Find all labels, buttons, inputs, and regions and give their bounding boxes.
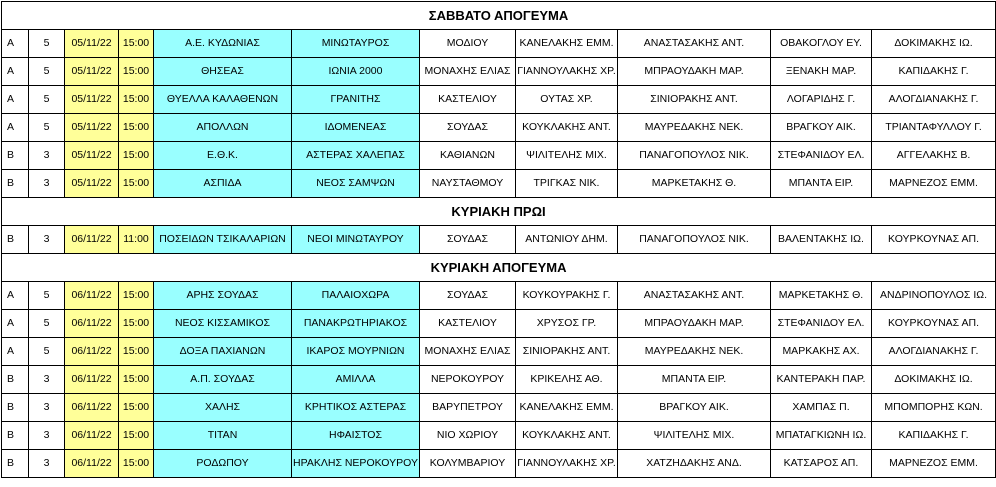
table-row xyxy=(2,366,996,394)
observer-cell: ΔΟΚΙΜΑΚΗΣ ΙΩ. xyxy=(872,30,996,58)
table-row xyxy=(2,114,996,142)
section-header-row xyxy=(2,2,996,30)
venue-cell: ΣΟΥΔΑΣ xyxy=(420,114,516,142)
round-cell: 3 xyxy=(29,422,65,450)
round-cell: 3 xyxy=(29,450,65,478)
category-cell: A xyxy=(2,58,29,86)
category-cell: A xyxy=(2,282,29,310)
observer-cell: ΜΑΡΝΕΖΟΣ ΕΜΜ. xyxy=(872,450,996,478)
table-row xyxy=(2,86,996,114)
assistant1-cell: ΜΑΡΚΕΤΑΚΗΣ Θ. xyxy=(618,170,771,198)
observer-cell: ΑΛΟΓΔΙΑΝΑΚΗΣ Γ. xyxy=(872,338,996,366)
home-team-cell: Ε.Θ.Κ. xyxy=(154,142,292,170)
section-header-row xyxy=(2,254,996,282)
date-cell: 05/11/22 xyxy=(65,30,119,58)
venue-cell: ΣΟΥΔΑΣ xyxy=(420,226,516,254)
venue-cell: ΚΑΣΤΕΛΙΟΥ xyxy=(420,310,516,338)
assistant2-cell: ΧΑΜΠΑΣ Π. xyxy=(771,394,872,422)
assistant1-cell: ΜΠΡΑΟΥΔΑΚΗ ΜΑΡ. xyxy=(618,58,771,86)
venue-cell: ΜΟΔΙΟΥ xyxy=(420,30,516,58)
assistant1-cell: ΑΝΑΣΤΑΣΑΚΗΣ ΑΝΤ. xyxy=(618,30,771,58)
away-team-cell: ΓΡΑΝΙΤΗΣ xyxy=(292,86,420,114)
referee-cell: ΚΑΝΕΛΑΚΗΣ ΕΜΜ. xyxy=(516,394,618,422)
referee-cell: ΚΡΙΚΕΛΗΣ ΑΘ. xyxy=(516,366,618,394)
observer-cell: ΑΓΓΕΛΑΚΗΣ Β. xyxy=(872,142,996,170)
assistant1-cell: ΜΑΥΡΕΔΑΚΗΣ ΝΕΚ. xyxy=(618,114,771,142)
round-cell: 5 xyxy=(29,338,65,366)
venue-cell: ΜΟΝΑΧΗΣ ΕΛΙΑΣ xyxy=(420,58,516,86)
table-row xyxy=(2,170,996,198)
home-team-cell: ΑΣΠΙΔΑ xyxy=(154,170,292,198)
assistant2-cell: ΣΤΕΦΑΝΙΔΟΥ ΕΛ. xyxy=(771,142,872,170)
assistant2-cell: ΣΤΕΦΑΝΙΔΟΥ ΕΛ. xyxy=(771,310,872,338)
away-team-cell: ΝΕΟΙ ΜΙΝΩΤΑΥΡΟΥ xyxy=(292,226,420,254)
assistant1-cell: ΠΑΝΑΓΟΠΟΥΛΟΣ ΝΙΚ. xyxy=(618,226,771,254)
home-team-cell: Α.Π. ΣΟΥΔΑΣ xyxy=(154,366,292,394)
round-cell: 5 xyxy=(29,86,65,114)
time-cell: 15:00 xyxy=(119,310,154,338)
assistant1-cell: ΣΙΝΙΟΡΑΚΗΣ ΑΝΤ. xyxy=(618,86,771,114)
table-row xyxy=(2,226,996,254)
time-cell: 15:00 xyxy=(119,142,154,170)
assistant1-cell: ΧΑΤΖΗΔΑΚΗΣ ΑΝΔ. xyxy=(618,450,771,478)
observer-cell: ΔΟΚΙΜΑΚΗΣ ΙΩ. xyxy=(872,366,996,394)
assistant1-cell: ΒΡΑΓΚΟΥ ΑΙΚ. xyxy=(618,394,771,422)
round-cell: 5 xyxy=(29,282,65,310)
away-team-cell: ΙΚΑΡΟΣ ΜΟΥΡΝΙΩΝ xyxy=(292,338,420,366)
date-cell: 05/11/22 xyxy=(65,142,119,170)
away-team-cell: ΙΔΟΜΕΝΕΑΣ xyxy=(292,114,420,142)
date-cell: 05/11/22 xyxy=(65,114,119,142)
time-cell: 15:00 xyxy=(119,366,154,394)
away-team-cell: ΙΩΝΙΑ 2000 xyxy=(292,58,420,86)
round-cell: 3 xyxy=(29,170,65,198)
referee-cell: ΣΙΝΙΟΡΑΚΗΣ ΑΝΤ. xyxy=(516,338,618,366)
time-cell: 15:00 xyxy=(119,394,154,422)
home-team-cell: ΔΟΞΑ ΠΑΧΙΑΝΩΝ xyxy=(154,338,292,366)
referee-cell: ΚΟΥΚΛΑΚΗΣ ΑΝΤ. xyxy=(516,422,618,450)
home-team-cell: ΘΥΕΛΛΑ ΚΑΛΑΘΕΝΩΝ xyxy=(154,86,292,114)
venue-cell: ΝΕΡΟΚΟΥΡΟΥ xyxy=(420,366,516,394)
home-team-cell: ΡΟΔΩΠΟΥ xyxy=(154,450,292,478)
date-cell: 05/11/22 xyxy=(65,170,119,198)
assistant2-cell: ΜΑΡΚΕΤΑΚΗΣ Θ. xyxy=(771,282,872,310)
date-cell: 05/11/22 xyxy=(65,58,119,86)
away-team-cell: ΑΜΙΛΛΑ xyxy=(292,366,420,394)
time-cell: 15:00 xyxy=(119,450,154,478)
referee-cell: ΓΙΑΝΝΟΥΛΑΚΗΣ ΧΡ. xyxy=(516,450,618,478)
away-team-cell: ΚΡΗΤΙΚΟΣ ΑΣΤΕΡΑΣ xyxy=(292,394,420,422)
assistant1-cell: ΑΝΑΣΤΑΣΑΚΗΣ ΑΝΤ. xyxy=(618,282,771,310)
date-cell: 05/11/22 xyxy=(65,86,119,114)
category-cell: A xyxy=(2,114,29,142)
match-schedule-table xyxy=(1,1,996,478)
referee-cell: ΟΥΤΑΣ ΧΡ. xyxy=(516,86,618,114)
venue-cell: ΝΑΥΣΤΑΘΜΟΥ xyxy=(420,170,516,198)
round-cell: 5 xyxy=(29,58,65,86)
away-team-cell: ΜΙΝΩΤΑΥΡΟΣ xyxy=(292,30,420,58)
category-cell: B xyxy=(2,450,29,478)
venue-cell: ΚΑΣΤΕΛΙΟΥ xyxy=(420,86,516,114)
referee-cell: ΚΑΝΕΛΑΚΗΣ ΕΜΜ. xyxy=(516,30,618,58)
table-row xyxy=(2,142,996,170)
time-cell: 15:00 xyxy=(119,30,154,58)
category-cell: A xyxy=(2,338,29,366)
observer-cell: ΚΑΠΙΔΑΚΗΣ Γ. xyxy=(872,422,996,450)
referee-cell: ΤΡΙΓΚΑΣ ΝΙΚ. xyxy=(516,170,618,198)
date-cell: 06/11/22 xyxy=(65,310,119,338)
time-cell: 15:00 xyxy=(119,338,154,366)
time-cell: 15:00 xyxy=(119,422,154,450)
date-cell: 06/11/22 xyxy=(65,282,119,310)
date-cell: 06/11/22 xyxy=(65,338,119,366)
section-title: ΚΥΡΙΑΚΗ ΑΠΟΓΕΥΜΑ xyxy=(2,254,996,282)
category-cell: B xyxy=(2,394,29,422)
section-title: ΣΑΒΒΑΤΟ ΑΠΟΓΕΥΜΑ xyxy=(2,2,996,30)
schedule-sheet xyxy=(0,1,996,487)
observer-cell: ΑΛΟΓΔΙΑΝΑΚΗΣ Γ. xyxy=(872,86,996,114)
referee-cell: ΓΙΑΝΝΟΥΛΑΚΗΣ ΧΡ. xyxy=(516,58,618,86)
away-team-cell: ΗΡΑΚΛΗΣ ΝΕΡΟΚΟΥΡΟΥ xyxy=(292,450,420,478)
venue-cell: ΜΟΝΑΧΗΣ ΕΛΙΑΣ xyxy=(420,338,516,366)
observer-cell: ΜΠΟΜΠΟΡΗΣ ΚΩΝ. xyxy=(872,394,996,422)
assistant2-cell: ΜΑΡΚΑΚΗΣ ΑΧ. xyxy=(771,338,872,366)
table-row xyxy=(2,30,996,58)
home-team-cell: ΑΡΗΣ ΣΟΥΔΑΣ xyxy=(154,282,292,310)
home-team-cell: ΧΑΛΗΣ xyxy=(154,394,292,422)
venue-cell: ΚΟΛΥΜΒΑΡΙΟΥ xyxy=(420,450,516,478)
table-row xyxy=(2,58,996,86)
home-team-cell: ΤΙΤΑΝ xyxy=(154,422,292,450)
time-cell: 15:00 xyxy=(119,86,154,114)
home-team-cell: ΝΕΟΣ ΚΙΣΣΑΜΙΚΟΣ xyxy=(154,310,292,338)
venue-cell: ΚΑΘΙΑΝΩΝ xyxy=(420,142,516,170)
away-team-cell: ΠΑΛΑΙΟΧΩΡΑ xyxy=(292,282,420,310)
away-team-cell: ΠΑΝΑΚΡΩΤΗΡΙΑΚΟΣ xyxy=(292,310,420,338)
date-cell: 06/11/22 xyxy=(65,226,119,254)
category-cell: B xyxy=(2,226,29,254)
assistant2-cell: ΜΠΑΝΤΑ ΕΙΡ. xyxy=(771,170,872,198)
observer-cell: ΚΟΥΡΚΟΥΝΑΣ ΑΠ. xyxy=(872,310,996,338)
time-cell: 15:00 xyxy=(119,58,154,86)
assistant2-cell: ΚΑΤΣΑΡΟΣ ΑΠ. xyxy=(771,450,872,478)
observer-cell: ΚΑΠΙΔΑΚΗΣ Γ. xyxy=(872,58,996,86)
home-team-cell: ΠΟΣΕΙΔΩΝ ΤΣΙΚΑΛΑΡΙΩΝ xyxy=(154,226,292,254)
assistant2-cell: ΒΑΛΕΝΤΑΚΗΣ ΙΩ. xyxy=(771,226,872,254)
round-cell: 5 xyxy=(29,310,65,338)
assistant1-cell: ΜΠΑΝΤΑ ΕΙΡ. xyxy=(618,366,771,394)
assistant2-cell: ΜΠΑΤΑΓΚΙΩΝΗ ΙΩ. xyxy=(771,422,872,450)
round-cell: 5 xyxy=(29,30,65,58)
assistant2-cell: ΛΟΓΑΡΙΔΗΣ Γ. xyxy=(771,86,872,114)
time-cell: 15:00 xyxy=(119,114,154,142)
category-cell: B xyxy=(2,422,29,450)
home-team-cell: Α.Ε. ΚΥΔΩΝΙΑΣ xyxy=(154,30,292,58)
assistant1-cell: ΨΙΛΙΤΕΛΗΣ ΜΙΧ. xyxy=(618,422,771,450)
away-team-cell: ΝΕΟΣ ΣΑΜΨΩΝ xyxy=(292,170,420,198)
venue-cell: ΝΙΟ ΧΩΡΙΟΥ xyxy=(420,422,516,450)
home-team-cell: ΘΗΣΕΑΣ xyxy=(154,58,292,86)
assistant2-cell: ΚΑΝΤΕΡΑΚΗ ΠΑΡ. xyxy=(771,366,872,394)
category-cell: B xyxy=(2,170,29,198)
assistant2-cell: ΟΒΑΚΟΓΛΟΥ ΕΥ. xyxy=(771,30,872,58)
section-header-row xyxy=(2,198,996,226)
time-cell: 11:00 xyxy=(119,226,154,254)
category-cell: A xyxy=(2,30,29,58)
assistant1-cell: ΠΑΝΑΓΟΠΟΥΛΟΣ ΝΙΚ. xyxy=(618,142,771,170)
table-row xyxy=(2,310,996,338)
table-row xyxy=(2,338,996,366)
round-cell: 3 xyxy=(29,226,65,254)
time-cell: 15:00 xyxy=(119,282,154,310)
referee-cell: ΚΟΥΚΛΑΚΗΣ ΑΝΤ. xyxy=(516,114,618,142)
category-cell: A xyxy=(2,310,29,338)
date-cell: 06/11/22 xyxy=(65,450,119,478)
observer-cell: ΜΑΡΝΕΖΟΣ ΕΜΜ. xyxy=(872,170,996,198)
observer-cell: ΑΝΔΡΙΝΟΠΟΥΛΟΣ ΙΩ. xyxy=(872,282,996,310)
away-team-cell: ΗΦΑΙΣΤΟΣ xyxy=(292,422,420,450)
away-team-cell: ΑΣΤΕΡΑΣ ΧΑΛΕΠΑΣ xyxy=(292,142,420,170)
round-cell: 3 xyxy=(29,394,65,422)
referee-cell: ΧΡΥΣΟΣ ΓΡ. xyxy=(516,310,618,338)
date-cell: 06/11/22 xyxy=(65,366,119,394)
round-cell: 3 xyxy=(29,142,65,170)
category-cell: B xyxy=(2,142,29,170)
assistant1-cell: ΜΠΡΑΟΥΔΑΚΗ ΜΑΡ. xyxy=(618,310,771,338)
round-cell: 3 xyxy=(29,366,65,394)
observer-cell: ΚΟΥΡΚΟΥΝΑΣ ΑΠ. xyxy=(872,226,996,254)
referee-cell: ΨΙΛΙΤΕΛΗΣ ΜΙΧ. xyxy=(516,142,618,170)
time-cell: 15:00 xyxy=(119,170,154,198)
assistant2-cell: ΞΕΝΑΚΗ ΜΑΡ. xyxy=(771,58,872,86)
venue-cell: ΒΑΡΥΠΕΤΡΟΥ xyxy=(420,394,516,422)
referee-cell: ΑΝΤΩΝΙΟΥ ΔΗΜ. xyxy=(516,226,618,254)
round-cell: 5 xyxy=(29,114,65,142)
home-team-cell: ΑΠΟΛΛΩΝ xyxy=(154,114,292,142)
assistant2-cell: ΒΡΑΓΚΟΥ ΑΙΚ. xyxy=(771,114,872,142)
table-row xyxy=(2,394,996,422)
observer-cell: ΤΡΙΑΝΤΑΦΥΛΛΟΥ Γ. xyxy=(872,114,996,142)
table-row xyxy=(2,450,996,478)
category-cell: B xyxy=(2,366,29,394)
table-row xyxy=(2,422,996,450)
date-cell: 06/11/22 xyxy=(65,422,119,450)
venue-cell: ΣΟΥΔΑΣ xyxy=(420,282,516,310)
table-row xyxy=(2,282,996,310)
referee-cell: ΚΟΥΚΟΥΡΑΚΗΣ Γ. xyxy=(516,282,618,310)
date-cell: 06/11/22 xyxy=(65,394,119,422)
section-title: ΚΥΡΙΑΚΗ ΠΡΩΙ xyxy=(2,198,996,226)
assistant1-cell: ΜΑΥΡΕΔΑΚΗΣ ΝΕΚ. xyxy=(618,338,771,366)
category-cell: A xyxy=(2,86,29,114)
